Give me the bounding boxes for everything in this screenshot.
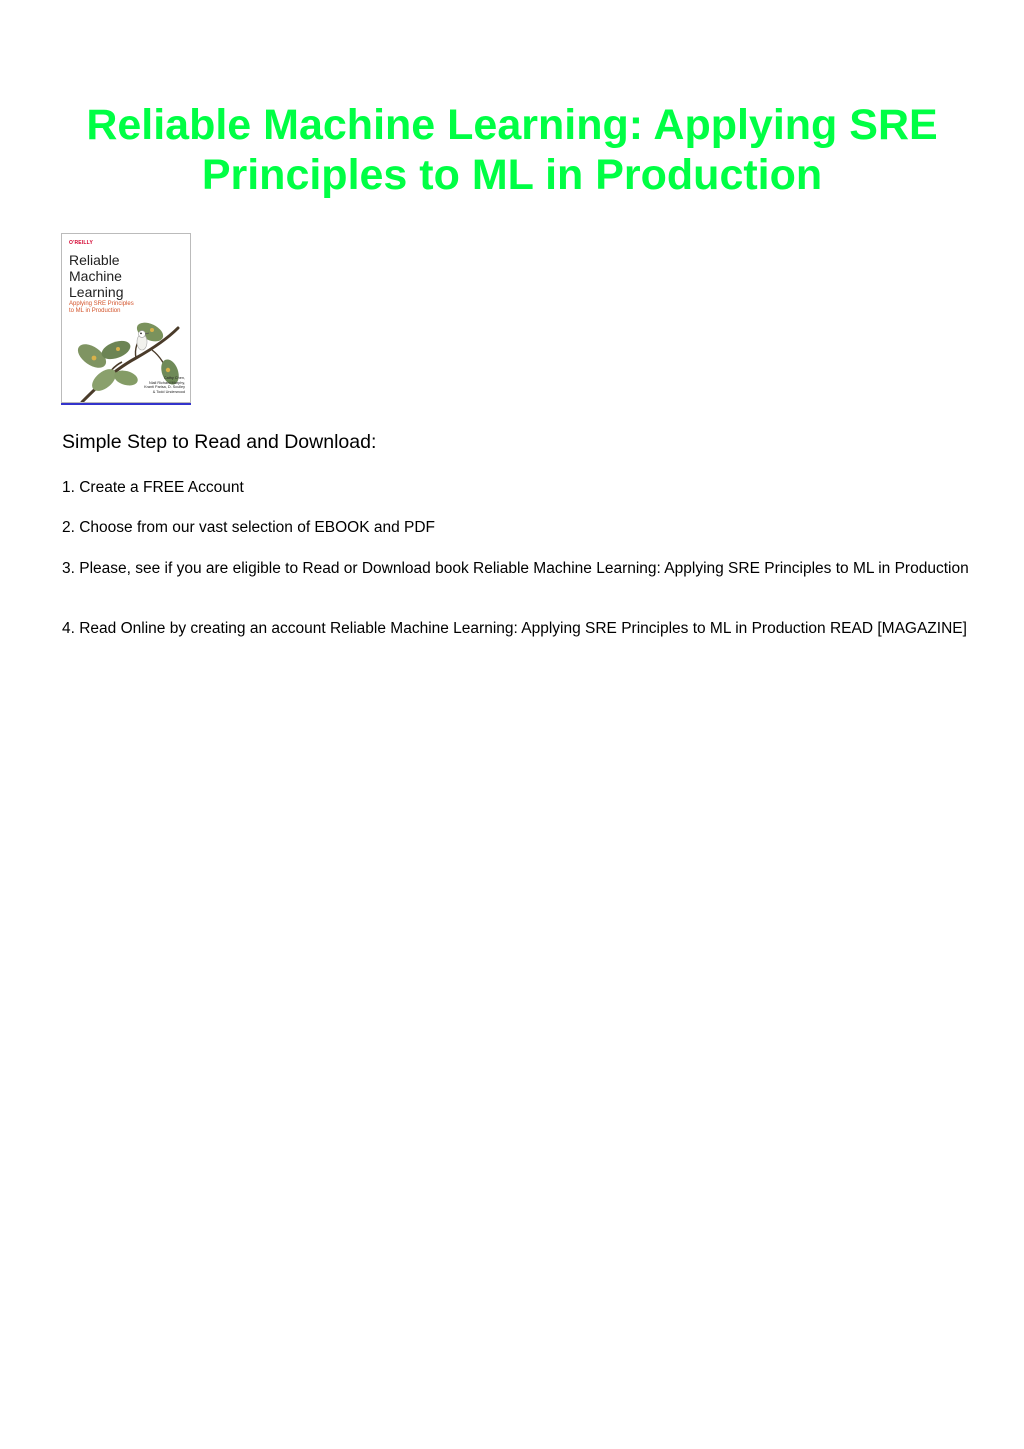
cover-subtitle: Applying SRE Principles to ML in Production bbox=[69, 301, 134, 314]
cover-title: Reliable Machine Learning bbox=[69, 252, 124, 300]
cover-authors bbox=[125, 376, 185, 394]
step-check-eligibility: 3. Please, see if you are eligible to Read or Download book Reliable Machine Learning: Applying SRE Principles to ML in Production bbox=[62, 560, 969, 577]
book-cover-link[interactable] bbox=[61, 233, 191, 405]
cover-author-line: Cathy Chen, bbox=[163, 376, 185, 380]
steps-heading: Simple Step to Read and Download: bbox=[62, 431, 377, 453]
cover-author-line: Niall Richard Murphy, bbox=[148, 380, 185, 385]
book-cover-image bbox=[61, 233, 191, 403]
step-create-account: 1. Create a FREE Account bbox=[62, 479, 244, 496]
step-choose-selection: 2. Choose from our vast selection of EBOOK and PDF bbox=[62, 519, 436, 536]
cover-author-line: Kranti Parisa, D. Sculley bbox=[144, 385, 185, 390]
cover-author-line: & Todd Underwood bbox=[152, 389, 185, 394]
cover-publisher-logo: O'REILLY bbox=[69, 240, 93, 246]
page-title: Reliable Machine Learning: Applying SRE Principles to ML in Production bbox=[86, 101, 938, 199]
step-read-online: 4. Read Online by creating an account Reliable Machine Learning: Applying SRE Principles to ML in Production READ [MAGAZINE] bbox=[62, 620, 967, 637]
